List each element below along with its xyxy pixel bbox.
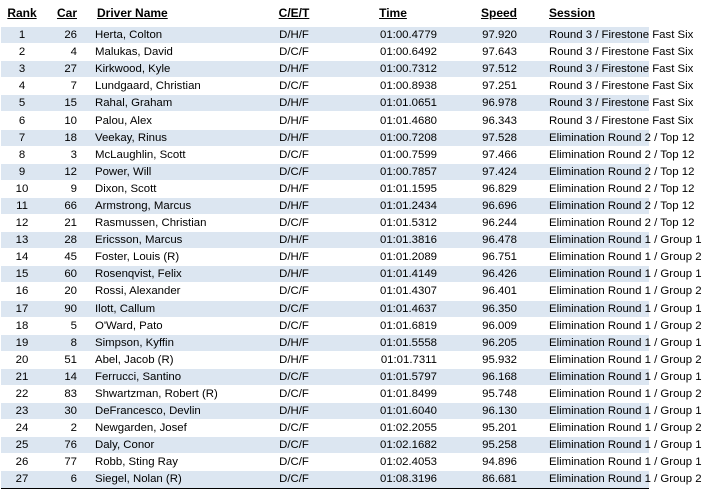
table-row [1, 215, 649, 232]
table-row [1, 163, 649, 180]
cell-time: 01:01.4149 [325, 266, 441, 283]
cell-driver-name: Ericsson, Marcus [85, 232, 263, 249]
table-row [1, 385, 649, 402]
cell-time: 01:00.7857 [325, 163, 441, 180]
cell-cet: D/C/F [263, 368, 325, 385]
cell-session: Round 3 / Firestone Fast Six [537, 78, 649, 95]
cell-car: 51 [43, 351, 85, 368]
cell-session: Elimination Round 1 / Group 1 [537, 403, 649, 420]
cell-session: Elimination Round 1 / Group 2 [537, 420, 649, 437]
cell-time: 01:01.2089 [325, 249, 441, 266]
cell-cet: D/H/F [263, 334, 325, 351]
cell-speed: 96.350 [441, 300, 537, 317]
cell-driver-name: Armstrong, Marcus [85, 197, 263, 214]
cell-rank: 17 [1, 300, 43, 317]
cell-driver-name: Rasmussen, Christian [85, 215, 263, 232]
cell-car: 30 [43, 403, 85, 420]
cell-car: 4 [43, 44, 85, 61]
cell-rank: 11 [1, 197, 43, 214]
table-row [1, 232, 649, 249]
cell-time: 01:01.6819 [325, 317, 441, 334]
table-row [1, 283, 649, 300]
cell-session: Elimination Round 1 / Group 1 [537, 334, 649, 351]
cell-session: Elimination Round 1 / Group 2 [537, 385, 649, 402]
table-row [1, 420, 649, 437]
cell-speed: 96.205 [441, 334, 537, 351]
table-body [1, 27, 702, 489]
table-row [1, 78, 649, 95]
cell-speed: 95.932 [441, 351, 537, 368]
cell-cet: D/H/F [263, 197, 325, 214]
cell-car: 20 [43, 283, 85, 300]
cell-time: 01:01.8499 [325, 385, 441, 402]
cell-time: 01:02.1682 [325, 437, 441, 454]
cell-cet: D/C/F [263, 317, 325, 334]
cell-speed: 96.978 [441, 95, 537, 112]
cell-speed: 96.426 [441, 266, 537, 283]
cell-car: 10 [43, 112, 85, 129]
cell-session: Elimination Round 1 / Group 1 [537, 454, 649, 471]
cell-cet: D/C/F [263, 215, 325, 232]
cell-car: 77 [43, 454, 85, 471]
cell-rank: 1 [1, 27, 43, 44]
cell-speed: 94.896 [441, 454, 537, 471]
cell-car: 14 [43, 368, 85, 385]
cell-time: 01:02.2055 [325, 420, 441, 437]
cell-cet: D/C/F [263, 454, 325, 471]
cell-speed: 96.244 [441, 215, 537, 232]
cell-driver-name: Daly, Conor [85, 437, 263, 454]
header-rank: Rank [1, 0, 43, 27]
cell-rank: 25 [1, 437, 43, 454]
cell-session: Elimination Round 1 / Group 2 [537, 317, 649, 334]
cell-time: 01:00.8938 [325, 78, 441, 95]
results-table [1, 0, 702, 489]
cell-cet: D/C/F [263, 44, 325, 61]
table-row [1, 266, 649, 283]
cell-cet: D/H/F [263, 351, 325, 368]
cell-speed: 96.168 [441, 368, 537, 385]
cell-time: 01:01.5312 [325, 215, 441, 232]
cell-speed: 97.920 [441, 27, 537, 44]
cell-cet: D/C/F [263, 146, 325, 163]
table-row [1, 471, 649, 488]
cell-car: 7 [43, 78, 85, 95]
cell-cet: D/H/F [263, 61, 325, 78]
cell-time: 01:01.6040 [325, 403, 441, 420]
cell-rank: 15 [1, 266, 43, 283]
cell-session: Round 3 / Firestone Fast Six [537, 27, 649, 44]
cell-speed: 97.643 [441, 44, 537, 61]
cell-car: 60 [43, 266, 85, 283]
cell-time: 01:01.0651 [325, 95, 441, 112]
cell-car: 45 [43, 249, 85, 266]
cell-speed: 96.696 [441, 197, 537, 214]
header-row [1, 0, 649, 27]
cell-session: Elimination Round 1 / Group 2 [537, 249, 649, 266]
cell-cet: D/H/F [263, 180, 325, 197]
cell-cet: D/C/F [263, 471, 325, 488]
cell-cet: D/C/F [263, 385, 325, 402]
table-header [1, 0, 649, 27]
cell-car: 18 [43, 129, 85, 146]
cell-rank: 19 [1, 334, 43, 351]
table-row [1, 368, 649, 385]
cell-time: 01:00.7599 [325, 146, 441, 163]
cell-cet: D/H/F [263, 232, 325, 249]
cell-session: Elimination Round 2 / Top 12 [537, 129, 649, 146]
cell-session: Elimination Round 2 / Top 12 [537, 215, 649, 232]
cell-cet: D/C/F [263, 163, 325, 180]
cell-driver-name: Abel, Jacob (R) [85, 351, 263, 368]
table-row [1, 61, 649, 78]
cell-car: 6 [43, 471, 85, 488]
table-row [1, 146, 649, 163]
cell-cet: D/H/F [263, 27, 325, 44]
cell-car: 76 [43, 437, 85, 454]
cell-driver-name: Veekay, Rinus [85, 129, 263, 146]
table-row [1, 27, 649, 44]
cell-driver-name: Ferrucci, Santino [85, 368, 263, 385]
cell-speed: 95.748 [441, 385, 537, 402]
cell-car: 2 [43, 420, 85, 437]
cell-session: Elimination Round 2 / Top 12 [537, 146, 649, 163]
cell-driver-name: Herta, Colton [85, 27, 263, 44]
cell-car: 83 [43, 385, 85, 402]
cell-speed: 96.401 [441, 283, 537, 300]
cell-time: 01:01.5797 [325, 368, 441, 385]
cell-time: 01:00.6492 [325, 44, 441, 61]
cell-driver-name: Power, Will [85, 163, 263, 180]
cell-speed: 95.201 [441, 420, 537, 437]
table-row [1, 300, 649, 317]
cell-rank: 24 [1, 420, 43, 437]
cell-cet: D/H/F [263, 266, 325, 283]
cell-rank: 6 [1, 112, 43, 129]
cell-driver-name: Kirkwood, Kyle [85, 61, 263, 78]
cell-rank: 16 [1, 283, 43, 300]
cell-rank: 3 [1, 61, 43, 78]
table-row [1, 44, 649, 61]
cell-speed: 97.424 [441, 163, 537, 180]
cell-rank: 10 [1, 180, 43, 197]
cell-driver-name: Lundgaard, Christian [85, 78, 263, 95]
cell-speed: 95.258 [441, 437, 537, 454]
cell-rank: 4 [1, 78, 43, 95]
cell-rank: 21 [1, 368, 43, 385]
cell-rank: 9 [1, 163, 43, 180]
cell-session: Elimination Round 1 / Group 1 [537, 437, 649, 454]
table-row [1, 334, 649, 351]
cell-car: 9 [43, 180, 85, 197]
cell-driver-name: Palou, Alex [85, 112, 263, 129]
cell-car: 90 [43, 300, 85, 317]
cell-driver-name: Rahal, Graham [85, 95, 263, 112]
cell-session: Elimination Round 2 / Top 12 [537, 180, 649, 197]
cell-time: 01:01.4680 [325, 112, 441, 129]
cell-time: 01:01.5558 [325, 334, 441, 351]
cell-driver-name: Newgarden, Josef [85, 420, 263, 437]
cell-driver-name: Rosenqvist, Felix [85, 266, 263, 283]
cell-car: 21 [43, 215, 85, 232]
cell-driver-name: Ilott, Callum [85, 300, 263, 317]
cell-rank: 23 [1, 403, 43, 420]
cell-cet: D/H/F [263, 95, 325, 112]
cell-session: Round 3 / Firestone Fast Six [537, 112, 649, 129]
cell-car: 26 [43, 27, 85, 44]
cell-speed: 96.009 [441, 317, 537, 334]
table-row [1, 180, 649, 197]
header-session: Session [537, 0, 649, 27]
table-row [1, 403, 649, 420]
cell-cet: D/H/F [263, 403, 325, 420]
cell-rank: 5 [1, 95, 43, 112]
cell-driver-name: Malukas, David [85, 44, 263, 61]
header-car: Car [43, 0, 85, 27]
cell-time: 01:00.7312 [325, 61, 441, 78]
cell-car: 3 [43, 146, 85, 163]
cell-session: Round 3 / Firestone Fast Six [537, 44, 649, 61]
cell-speed: 86.681 [441, 471, 537, 488]
cell-cet: D/C/F [263, 78, 325, 95]
header-driver-name: Driver Name [85, 0, 263, 27]
cell-speed: 96.343 [441, 112, 537, 129]
cell-time: 01:00.4779 [325, 27, 441, 44]
cell-speed: 96.478 [441, 232, 537, 249]
cell-car: 28 [43, 232, 85, 249]
cell-session: Elimination Round 1 / Group 2 [537, 283, 649, 300]
cell-session: Elimination Round 1 / Group 1 [537, 300, 649, 317]
cell-time: 01:01.2434 [325, 197, 441, 214]
cell-driver-name: Shwartzman, Robert (R) [85, 385, 263, 402]
cell-session: Elimination Round 2 / Top 12 [537, 163, 649, 180]
cell-time: 01:01.1595 [325, 180, 441, 197]
cell-time: 01:01.3816 [325, 232, 441, 249]
cell-car: 5 [43, 317, 85, 334]
cell-rank: 7 [1, 129, 43, 146]
cell-driver-name: Robb, Sting Ray [85, 454, 263, 471]
cell-session: Elimination Round 1 / Group 1 [537, 266, 649, 283]
cell-driver-name: Rossi, Alexander [85, 283, 263, 300]
cell-cet: D/C/F [263, 300, 325, 317]
cell-speed: 96.130 [441, 403, 537, 420]
cell-rank: 27 [1, 471, 43, 488]
cell-cet: D/C/F [263, 420, 325, 437]
cell-time: 01:01.7311 [325, 351, 441, 368]
cell-speed: 97.512 [441, 61, 537, 78]
cell-rank: 12 [1, 215, 43, 232]
cell-rank: 8 [1, 146, 43, 163]
cell-session: Round 3 / Firestone Fast Six [537, 61, 649, 78]
table-row [1, 437, 649, 454]
cell-car: 15 [43, 95, 85, 112]
table-row [1, 351, 649, 368]
table-row [1, 317, 649, 334]
table-row [1, 112, 649, 129]
cell-cet: D/H/F [263, 249, 325, 266]
cell-session: Elimination Round 1 / Group 2 [537, 351, 649, 368]
cell-driver-name: McLaughlin, Scott [85, 146, 263, 163]
cell-cet: D/C/F [263, 437, 325, 454]
cell-speed: 97.466 [441, 146, 537, 163]
cell-driver-name: Siegel, Nolan (R) [85, 471, 263, 488]
cell-session: Round 3 / Firestone Fast Six [537, 95, 649, 112]
cell-session: Elimination Round 1 / Group 2 [537, 471, 649, 488]
cell-time: 01:02.4053 [325, 454, 441, 471]
cell-driver-name: DeFrancesco, Devlin [85, 403, 263, 420]
cell-driver-name: Simpson, Kyffin [85, 334, 263, 351]
cell-time: 01:01.4307 [325, 283, 441, 300]
table-row [1, 249, 649, 266]
cell-cet: D/C/F [263, 283, 325, 300]
cell-rank: 18 [1, 317, 43, 334]
cell-rank: 22 [1, 385, 43, 402]
cell-car: 27 [43, 61, 85, 78]
cell-driver-name: O'Ward, Pato [85, 317, 263, 334]
cell-car: 12 [43, 163, 85, 180]
cell-rank: 2 [1, 44, 43, 61]
header-speed: Speed [441, 0, 537, 27]
cell-time: 01:00.7208 [325, 129, 441, 146]
cell-session: Elimination Round 1 / Group 1 [537, 232, 649, 249]
header-time: Time [325, 0, 441, 27]
cell-session: Elimination Round 2 / Top 12 [537, 197, 649, 214]
cell-car: 8 [43, 334, 85, 351]
cell-session: Elimination Round 1 / Group 1 [537, 368, 649, 385]
cell-rank: 26 [1, 454, 43, 471]
table-row [1, 129, 649, 146]
table-row [1, 95, 649, 112]
cell-speed: 97.251 [441, 78, 537, 95]
table-row [1, 454, 649, 471]
cell-rank: 20 [1, 351, 43, 368]
cell-driver-name: Dixon, Scott [85, 180, 263, 197]
cell-time: 01:01.4637 [325, 300, 441, 317]
cell-cet: D/H/F [263, 129, 325, 146]
header-cet: C/E/T [263, 0, 325, 27]
cell-car: 66 [43, 197, 85, 214]
table-row [1, 197, 649, 214]
cell-time: 01:08.3196 [325, 471, 441, 488]
cell-rank: 13 [1, 232, 43, 249]
cell-speed: 96.829 [441, 180, 537, 197]
cell-speed: 97.528 [441, 129, 537, 146]
cell-driver-name: Foster, Louis (R) [85, 249, 263, 266]
cell-cet: D/H/F [263, 112, 325, 129]
cell-speed: 96.751 [441, 249, 537, 266]
cell-rank: 14 [1, 249, 43, 266]
